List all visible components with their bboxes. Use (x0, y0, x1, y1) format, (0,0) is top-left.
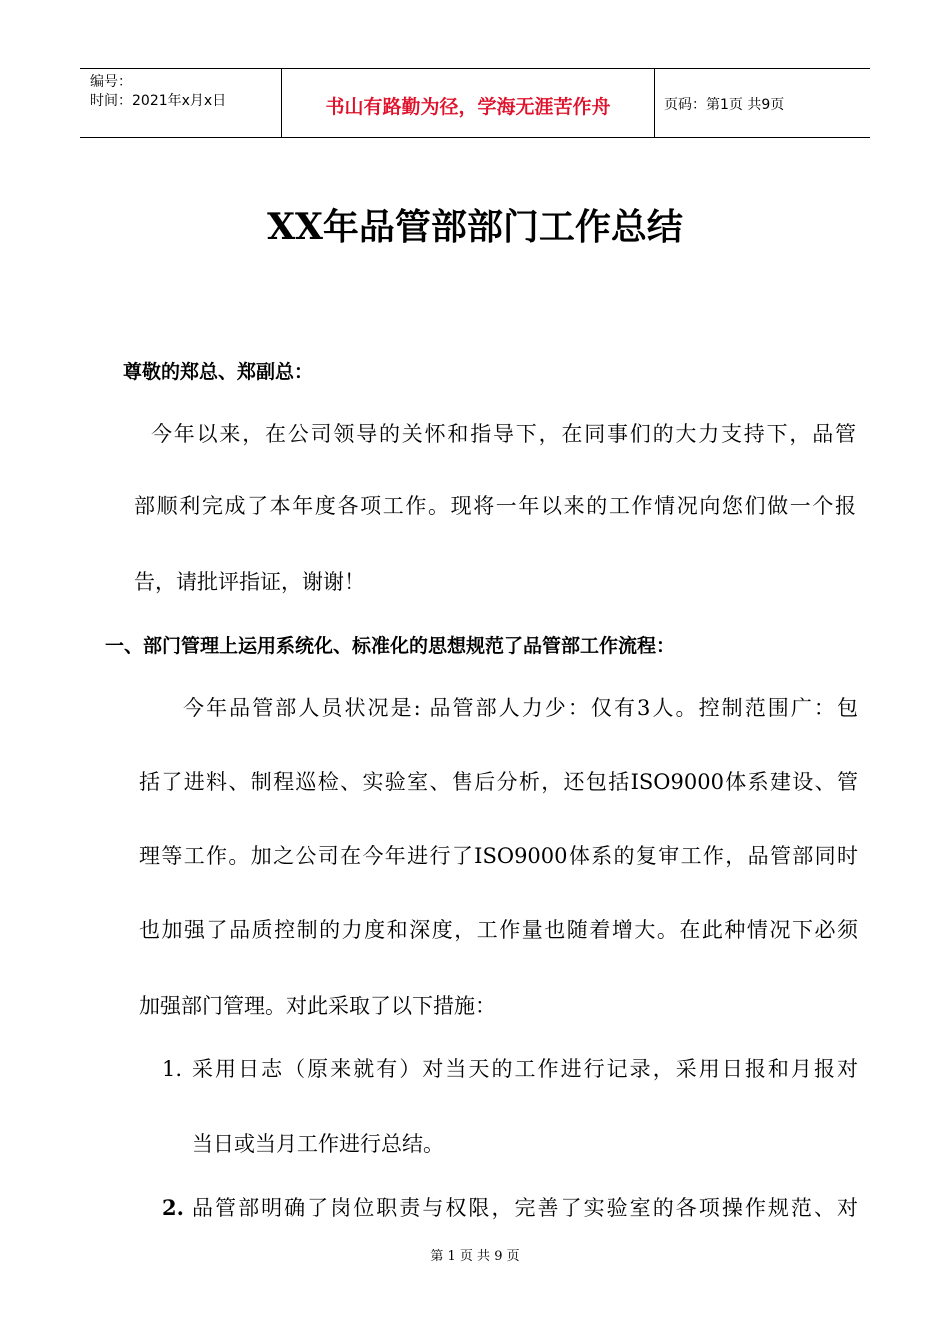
intro-line-1: 今年以来，在公司领导的关怀和指导下，在同事们的大力支持下，品管 (151, 422, 856, 446)
date-label: 时间：2021年x月x日 (90, 93, 227, 109)
section1-line-5: 加强部门管理。对此采取了以下措施： (139, 994, 496, 1018)
list-item-number: 2. (162, 1195, 184, 1220)
list-item-line: 当日或当月工作进行总结。 (192, 1132, 444, 1156)
intro-line-2: 部顺利完成了本年度各项工作。现将一年以来的工作情况向您们做一个报 (134, 494, 856, 518)
header-page-cell (655, 69, 870, 137)
section1-line-2: 括了进料、制程巡检、实验室、售后分析，还包括ISO9000体系建设、管 (139, 770, 858, 794)
section1-line-1: 今年品管部人员状况是: 品管部人力少：仅有3人。控制范围广：包 (183, 696, 858, 720)
page-code: 页码：第1页 共9页 (664, 97, 785, 113)
section1-heading: 一、部门管理上运用系统化、标准化的思想规范了品管部工作流程： (105, 635, 676, 657)
salutation: 尊敬的郑总、郑副总： (123, 361, 314, 383)
header-motto-cell (282, 69, 655, 137)
motto-text: 书山有路勤为径，学海无涯苦作舟 (325, 96, 611, 118)
section1-line-3: 理等工作。加之公司在今年进行了ISO9000体系的复审工作，品管部同时 (139, 844, 858, 868)
list-item-line: 采用日志（原来就有）对当天的工作进行记录，采用日报和月报对 (192, 1057, 858, 1081)
list-item-line: 品管部明确了岗位职责与权限，完善了实验室的各项操作规范、对 (192, 1196, 858, 1220)
header-meta-cell (80, 69, 282, 137)
page-footer: 第 1 页 共 9 页 (430, 1249, 520, 1264)
document-title: XX年品管部部门工作总结 (267, 206, 683, 248)
intro-line-3: 告，请批评指证，谢谢！ (134, 570, 365, 594)
page-header (80, 68, 870, 138)
section1-line-4: 也加强了品质控制的力度和深度，工作量也随着增大。在此种情况下必须 (139, 918, 858, 942)
serial-number-label: 编号： (90, 74, 132, 90)
list-item-number: 1. (162, 1057, 183, 1081)
